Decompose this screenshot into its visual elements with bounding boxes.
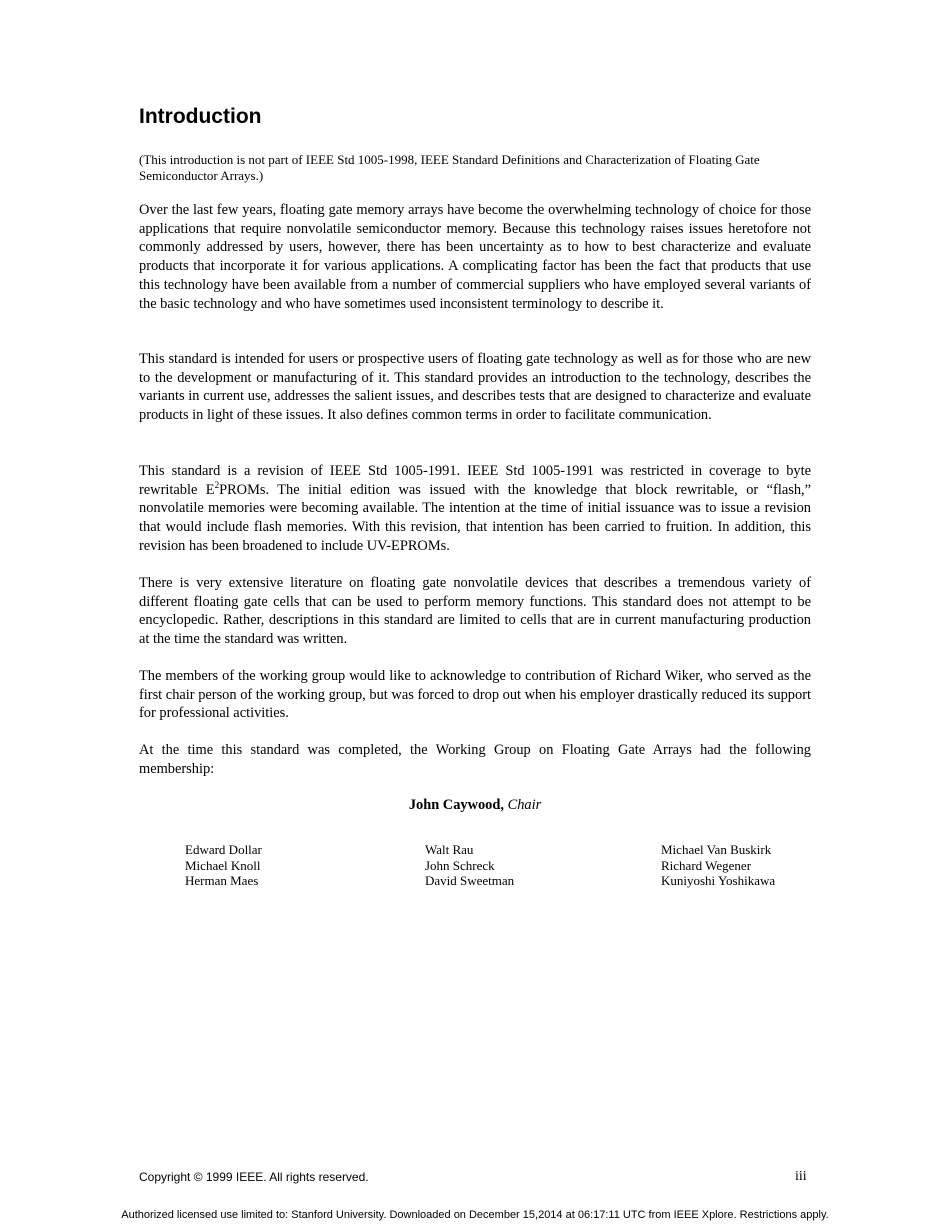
member-name: Edward Dollar — [185, 842, 262, 857]
member-name: Walt Rau — [425, 842, 474, 857]
member-name: Herman Maes — [185, 873, 259, 888]
copyright-notice: Copyright © 1999 IEEE. All rights reserved. — [139, 1170, 369, 1184]
paragraph-1: Over the last few years, floating gate memory arrays have become the overwhelming technology of choice for those applications that require nonvolatile semiconductor memory. Because this technology raises issues heretofore not commonly addressed by users, however, there has been uncertainty as to how to best characterize and evaluate products that incorporate it for various applications. A complicating factor has been the fact that products that use this technology have been available from a number of commercial suppliers who have employed several variants of the basic technology and who have sometimes used inconsistent terminology to describe it. — [139, 202, 811, 312]
paragraph-6: At the time this standard was completed, the Working Group on Floating Gate Arrays had the following membership: — [139, 742, 811, 777]
superscript-2: 2 — [214, 479, 220, 490]
member-name: Michael Knoll — [185, 857, 261, 873]
paragraph-3 — [139, 462, 811, 556]
member-name: Richard Wegener — [661, 857, 752, 873]
page-title: Introduction — [139, 105, 262, 128]
paragraph-4: There is very extensive literature on floating gate nonvolatile devices that describes a tremendous variety of different floating gate cells that can be used to perform memory functions. This standard does not attempt to be encyclopedic. Rather, descriptions in this standard are limited to cells that are in current manufacturing production at the time the standard was written. — [139, 575, 811, 648]
member-name: Michael Van Buskirk — [661, 842, 772, 857]
chair-role: Chair — [507, 797, 542, 813]
paragraph-3-part-1: This standard is a revision of IEEE Std 1005-1991. IEEE Std 1005-1991 was restricted in coverage to byte rewritable E — [139, 463, 811, 498]
chair-name: John Caywood, — [408, 797, 504, 813]
introduction-note: (This introduction is not part of IEEE Std 1005-1998, IEEE Standard Definitions and Characterization of Floating Gate Semiconductor Arrays.) — [139, 152, 760, 183]
members-column-3 — [661, 842, 775, 889]
members-column-2 — [425, 842, 514, 889]
license-notice: Authorized licensed use limited to: Stanford University. Downloaded on December 15,2014 at 06:17:11 UTC from IEEE Xplore. Restrictions apply. — [121, 1209, 829, 1221]
member-name: John Schreck — [425, 857, 495, 873]
paragraph-3-part-2: PROMs. The initial edition was issued with the knowledge that block rewritable, or “flash,” nonvolatile memories were becoming available. The intention at the time of initial issuance was to issue a revision that would include flash memories. With this revision, that intention has been carried to fruition. In addition, this revision has been broadened to include UV-EPROMs. — [139, 481, 812, 554]
member-name: David Sweetman — [425, 873, 515, 888]
page-number: iii — [795, 1169, 807, 1184]
paragraph-2: This standard is intended for users or prospective users of floating gate technology as well as for those who are new to the development or manufacturing of it. This standard provides an introduction to the technology, describes the variants in current use, addresses the salient issues, and describes tests that are designed to characterize and evaluate products in light of these issues. It also defines common terms in order to facilitate communication. — [139, 351, 811, 424]
member-name: Kuniyoshi Yoshikawa — [661, 873, 776, 888]
working-group-chair — [0, 797, 950, 814]
members-column-1 — [185, 842, 262, 889]
paragraph-5: The members of the working group would like to acknowledge to contribution of Richard Wiker, who served as the first chair person of the working group, but was forced to drop out when his employer drastically reduced its support for professional activities. — [139, 668, 811, 722]
